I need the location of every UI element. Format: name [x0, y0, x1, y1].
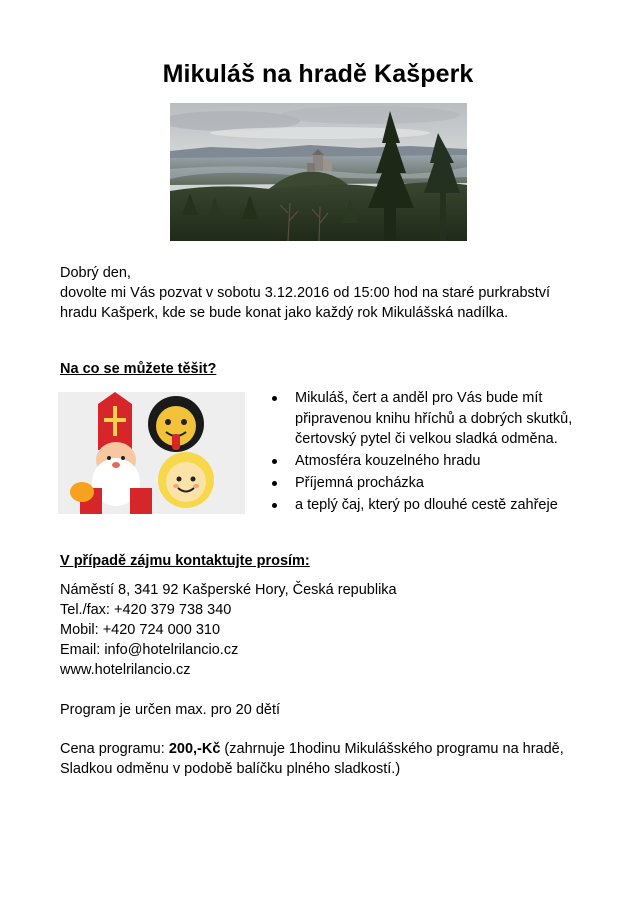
mikulas-cert-andel-image [58, 392, 245, 514]
list-item: Mikuláš, čert a anděl pro Vás bude mít připravenou knihu hříchů a dobrých skutků, čertovský pytel či velkou sladká odměna. [270, 388, 572, 450]
castle-landscape-photo [170, 103, 467, 241]
mikulas-cert-andel-illustration [58, 392, 245, 514]
bullet-icon [272, 503, 277, 508]
program-note: Program je určen max. pro 20 dětí [60, 702, 281, 718]
contact-email: Email: info@hotelrilancio.cz [60, 642, 239, 658]
price-line-1 [60, 739, 564, 759]
bullet-icon [272, 459, 277, 464]
castle-landscape-image [170, 103, 467, 241]
bullet-icon [272, 481, 277, 486]
contact-heading: V případě zájmu kontaktujte prosím: [60, 553, 310, 569]
contact-address: Náměstí 8, 341 92 Kašperské Hory, Česká republika [60, 582, 397, 598]
intro-line-2: hradu Kašperk, kde se bude konat jako každý rok Mikulášská nadílka. [60, 305, 509, 321]
price-line-2: Sladkou odměnu v podobě balíčku plného sladkostí.) [60, 761, 401, 777]
price-description: (zahrnuje 1hodinu Mikulášského programu na hradě, [220, 741, 564, 757]
bullet-icon [272, 396, 277, 401]
list-item: Atmosféra kouzelného hradu [270, 451, 572, 472]
intro-line-1: dovolte mi Vás pozvat v sobotu 3.12.2016 od 15:00 hod na staré purkrabství [60, 285, 551, 301]
contact-web: www.hotelrilancio.cz [60, 662, 191, 678]
contact-mobile: Mobil: +420 724 000 310 [60, 622, 221, 638]
greeting: Dobrý den, [60, 265, 131, 281]
page-title: Mikuláš na hradě Kašperk [162, 60, 474, 88]
offer-list [270, 388, 572, 517]
contact-phone: Tel./fax: +420 379 738 340 [60, 602, 232, 618]
price-label: Cena programu: [60, 741, 169, 757]
list-item: a teplý čaj, který po dlouhé cestě zahřeje [270, 495, 572, 516]
list-item: Příjemná procházka [270, 473, 572, 494]
offer-heading: Na co se můžete těšit? [60, 361, 217, 377]
price-value: 200,-Kč [168, 741, 221, 757]
